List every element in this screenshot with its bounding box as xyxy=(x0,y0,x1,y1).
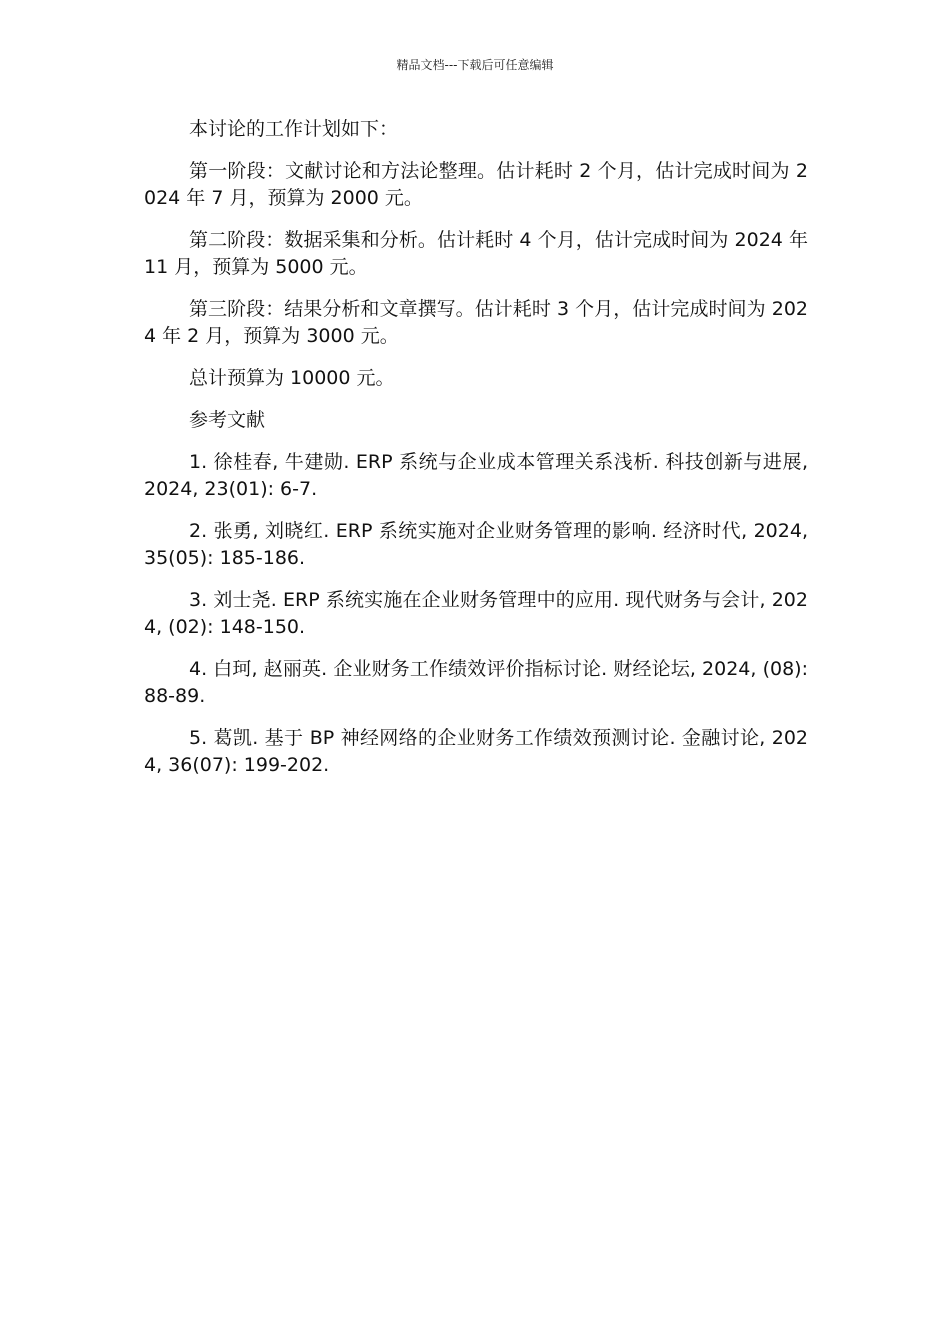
plan-phase-3: 第三阶段：结果分析和文章撰写。估计耗时 3 个月，估计完成时间为 2024 年 2 月，预算为 3000 元。 xyxy=(144,298,808,347)
reference-item: 3. 刘士尧. ERP 系统实施在企业财务管理中的应用. 现代财务与会计, 2024, (02): 148-150. xyxy=(144,589,808,638)
plan-phase-1: 第一阶段：文献讨论和方法论整理。估计耗时 2 个月，估计完成时间为 2024 年 7 月，预算为 2000 元。 xyxy=(144,160,808,209)
reference-item: 2. 张勇, 刘晓红. ERP 系统实施对企业财务管理的影响. 经济时代, 2024, 35(05): 185-186. xyxy=(144,520,808,569)
document-body xyxy=(144,116,808,794)
references-heading: 参考文献 xyxy=(189,409,266,431)
plan-phase-2: 第二阶段：数据采集和分析。估计耗时 4 个月，估计完成时间为 2024 年 11 月，预算为 5000 元。 xyxy=(144,229,808,278)
plan-intro: 本讨论的工作计划如下： xyxy=(189,118,399,140)
reference-item: 1. 徐桂春, 牛建勋. ERP 系统与企业成本管理关系浅析. 科技创新与进展, 2024, 23(01): 6-7. xyxy=(144,451,808,500)
page-header: 精品文档---下载后可任意编辑 xyxy=(396,58,554,72)
reference-item: 4. 白珂, 赵丽英. 企业财务工作绩效评价指标讨论. 财经论坛, 2024, (08): 88-89. xyxy=(144,658,808,707)
plan-total-budget: 总计预算为 10000 元。 xyxy=(189,367,395,389)
reference-item: 5. 葛凯. 基于 BP 神经网络的企业财务工作绩效预测讨论. 金融讨论, 2024, 36(07): 199-202. xyxy=(144,727,808,776)
